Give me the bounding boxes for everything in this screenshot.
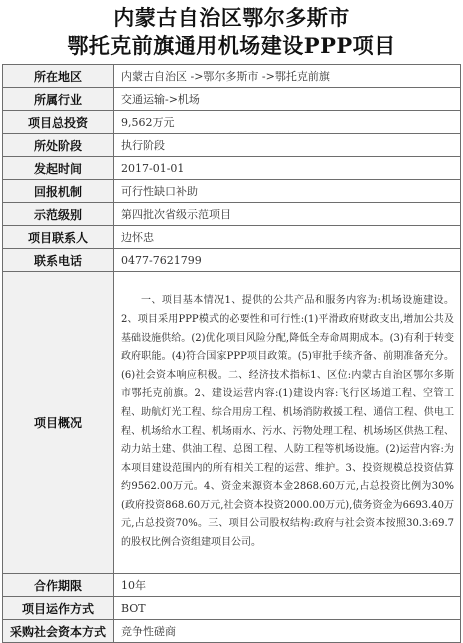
contact-person-value: 边怀忠 — [114, 226, 461, 249]
title-line-2: 鄂托克前旗通用机场建设PPP项目 — [67, 33, 396, 58]
project-info-table — [2, 64, 461, 643]
start-date-label: 发起时间 — [3, 157, 114, 180]
row-total-investment — [3, 111, 461, 134]
demo-level-label: 示范级别 — [3, 203, 114, 226]
cooperation-period-label: 合作期限 — [3, 574, 114, 597]
overview-text: 一、项目基本情况1、提供的公共产品和服务内容为:机场设施建设。2、项目采用PPP模式的必要性和可行性:(1)平滑政府财政支出,增加公共及基础设施供给。(2)优化项目风险分配,降低全寿命周期成本。(3)有利于转变政府职能。(4)符合国家PPP项目政策。(5)审批手续齐备、前期准备充分。(6)社会资本响应积极。二、经济技术指标1、区位:内蒙古自治区鄂尔多斯市鄂托克前旗。2、建设运营内容:(1)建设内容:飞行区场道工程、空管工程、助航灯光工程、综合用房工程、机场消防救援工程、通信工程、供电工程、机场给水工程、机场雨水、污水、污物处理工程、机场场区供热工程、动力站土建、供油工程、总图工程、人防工程等机场设施。(2)运营内容:为本项目建设范围内的所有相关工程的运营、维护。3、投资规模总投资估算约9562.00万元。4、资金来源资本金2868.60万元,占总投资比例为30%(政府投资868.60万元,社会资本投资2000.00万元),债务资金为6693.40万元,占总投资70%。三、项目公司股权结构:政府与社会资本按照30.3:69.7的股权比例合资组建项目公司。 — [114, 272, 461, 574]
contact-phone-label: 联系电话 — [3, 249, 114, 272]
row-cooperation-period — [3, 574, 461, 597]
contact-phone-value: 0477-7621799 — [114, 249, 461, 272]
row-contact-phone — [3, 249, 461, 272]
overview-label: 项目概况 — [3, 272, 114, 574]
row-contact-person — [3, 226, 461, 249]
procurement-method-value: 竞争性磋商 — [114, 620, 461, 643]
region-label: 所在地区 — [3, 65, 114, 88]
row-region — [3, 65, 461, 88]
row-stage — [3, 134, 461, 157]
row-demo-level — [3, 203, 461, 226]
operation-mode-label: 项目运作方式 — [3, 597, 114, 620]
row-industry — [3, 88, 461, 111]
page-title — [0, 0, 463, 64]
cooperation-period-value: 10年 — [114, 574, 461, 597]
region-value: 内蒙古自治区 ->鄂尔多斯市 ->鄂托克前旗 — [114, 65, 461, 88]
row-overview — [3, 272, 461, 574]
start-date-value: 2017-01-01 — [114, 157, 461, 180]
contact-person-label: 项目联系人 — [3, 226, 114, 249]
row-return-mechanism — [3, 180, 461, 203]
demo-level-value: 第四批次省级示范项目 — [114, 203, 461, 226]
row-operation-mode — [3, 597, 461, 620]
industry-label: 所属行业 — [3, 88, 114, 111]
row-procurement-method — [3, 620, 461, 643]
title-line-1: 内蒙古自治区鄂尔多斯市 — [113, 5, 350, 30]
stage-label: 所处阶段 — [3, 134, 114, 157]
total-investment-value: 9,562万元 — [114, 111, 461, 134]
total-investment-label: 项目总投资 — [3, 111, 114, 134]
procurement-method-label: 采购社会资本方式 — [3, 620, 114, 643]
stage-value: 执行阶段 — [114, 134, 461, 157]
row-start-date — [3, 157, 461, 180]
industry-value: 交通运输->机场 — [114, 88, 461, 111]
operation-mode-value: BOT — [114, 597, 461, 620]
return-mechanism-value: 可行性缺口补助 — [114, 180, 461, 203]
return-mechanism-label: 回报机制 — [3, 180, 114, 203]
